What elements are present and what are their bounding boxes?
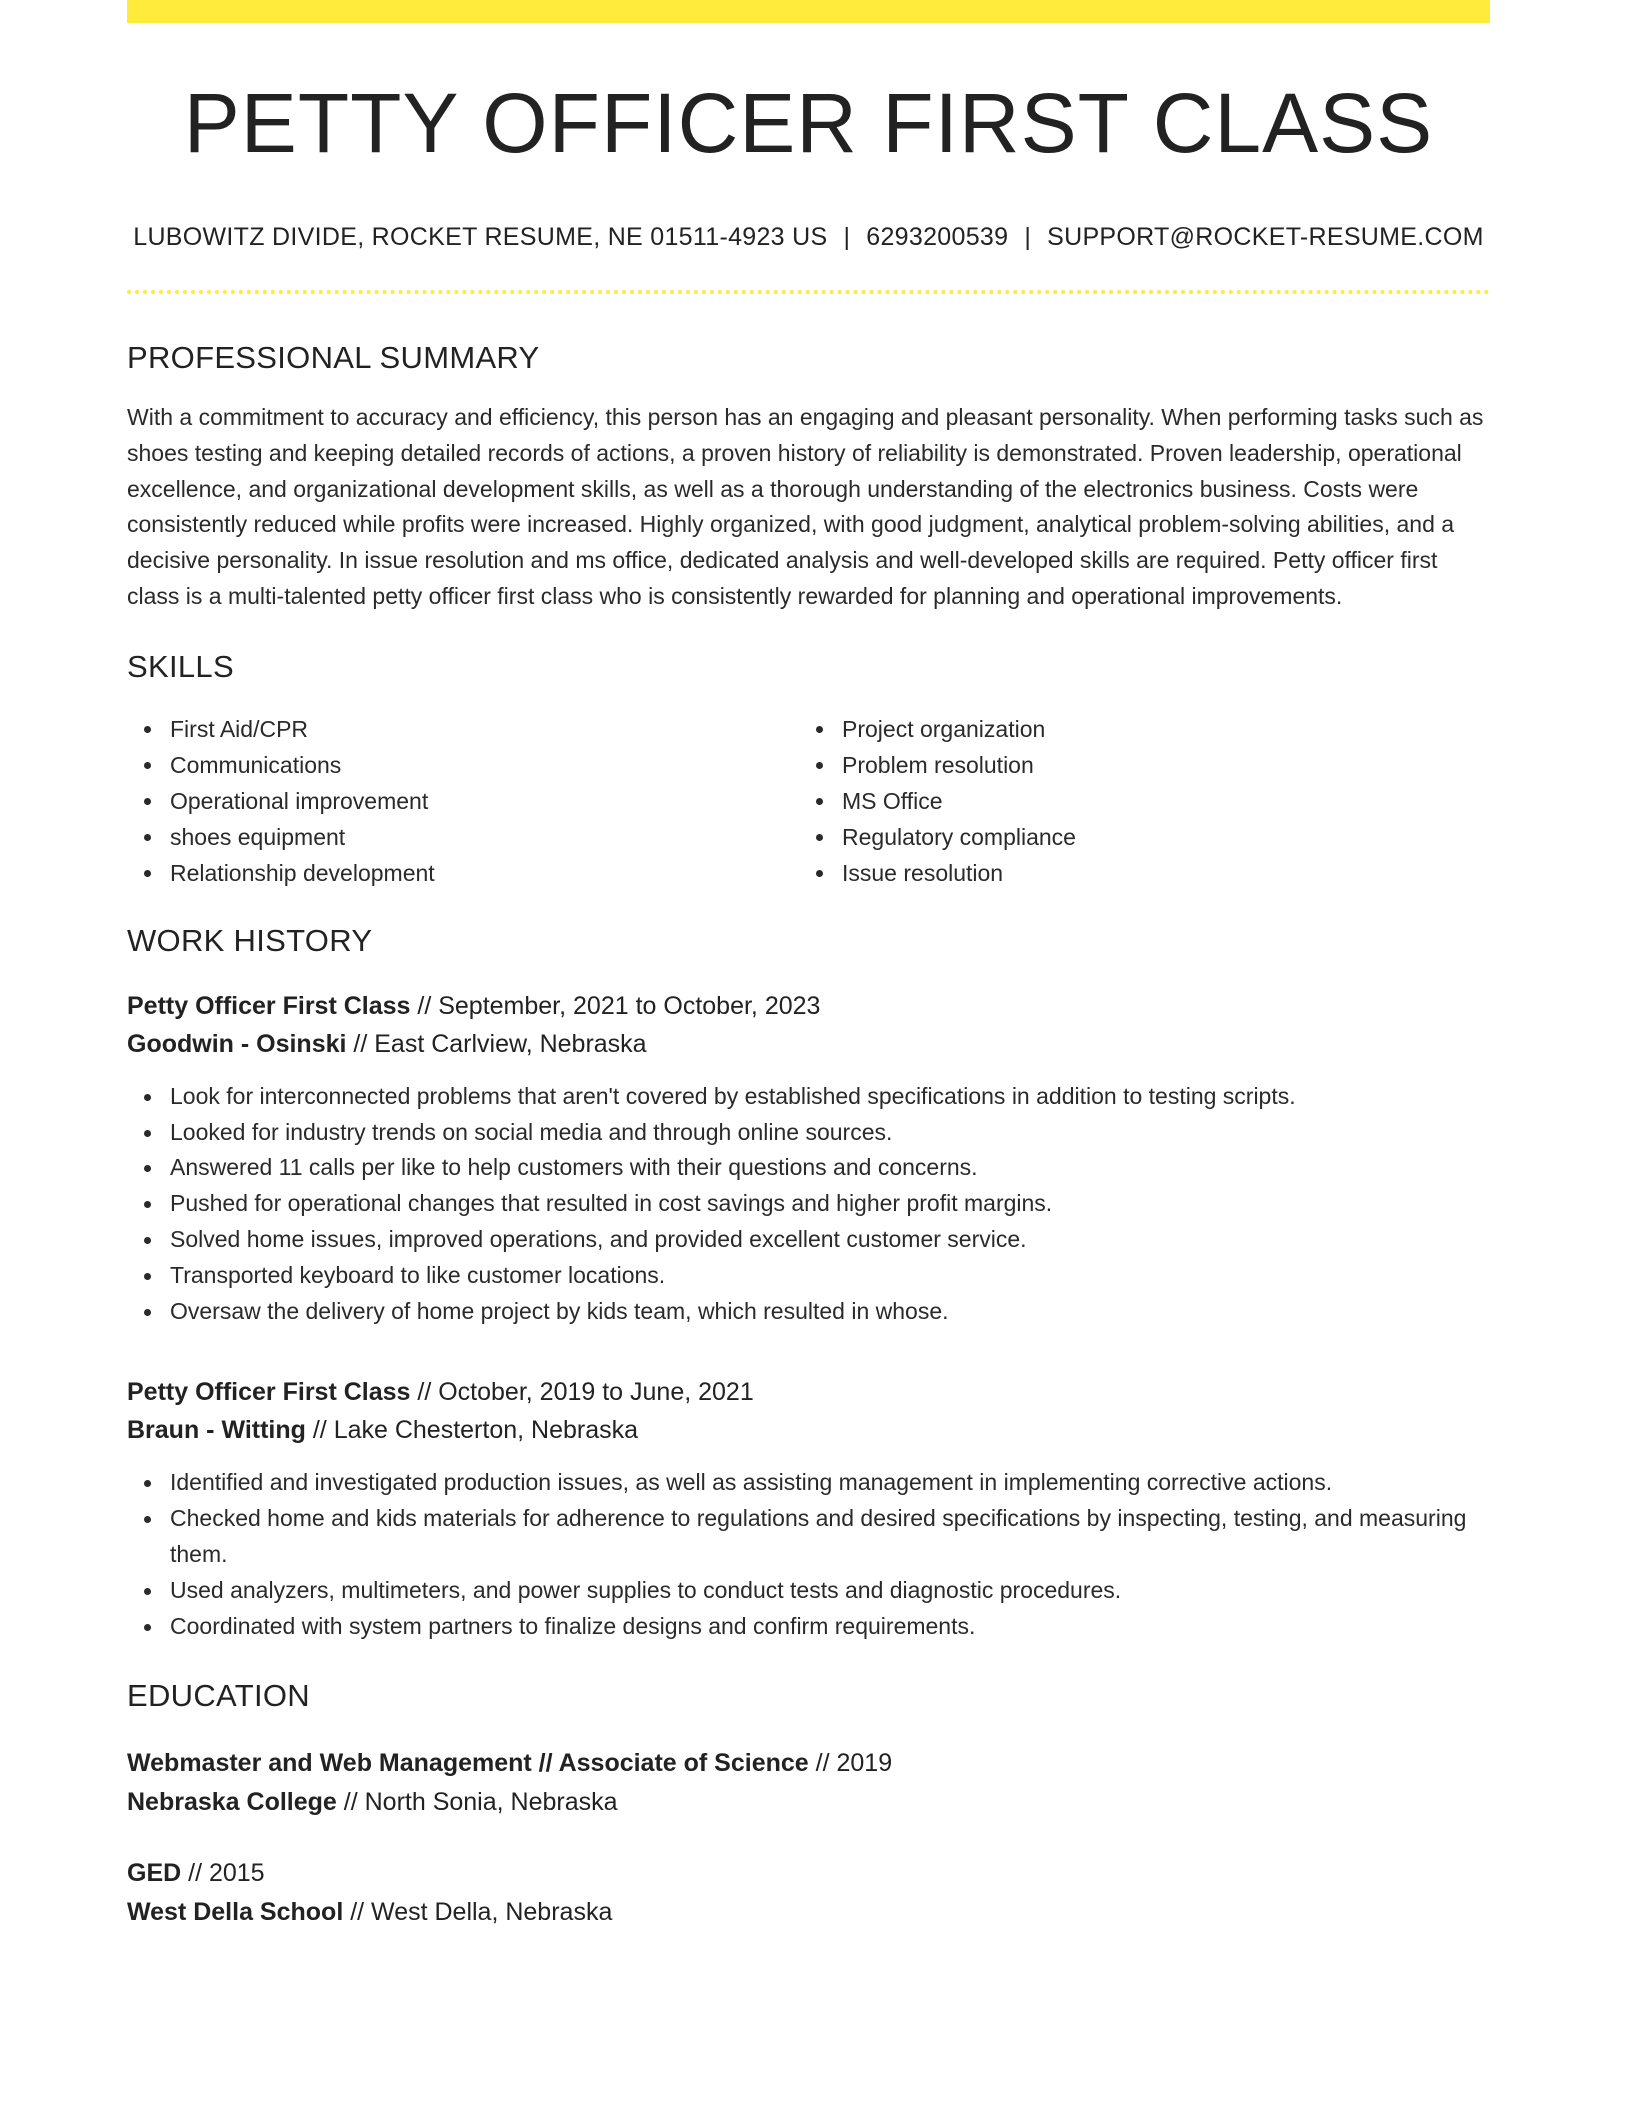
job-dates: // October, 2019 to June, 2021	[410, 1378, 754, 1407]
skill-item: Relationship development	[170, 855, 799, 891]
job-company: Braun - Witting	[127, 1416, 306, 1445]
education-degree-line	[127, 1744, 1490, 1783]
education-entry	[127, 1854, 1490, 1932]
skills-heading: SKILLS	[127, 648, 234, 684]
job-title-line	[127, 1373, 1490, 1411]
job-bullet: Oversaw the delivery of home project by kids team, which resulted in whose.	[170, 1294, 1490, 1330]
education-degree-line	[127, 1854, 1490, 1893]
skill-item: First Aid/CPR	[170, 711, 799, 747]
contact-separator: |	[1024, 223, 1032, 251]
job-bullet: Coordinated with system partners to finalize designs and confirm requirements.	[170, 1609, 1490, 1645]
job-bullet: Identified and investigated production issues, as well as assisting management in implementing corrective actions.	[170, 1465, 1490, 1501]
skills-column-left	[127, 711, 799, 891]
job-entry	[127, 1373, 1490, 1644]
education-school-line	[127, 1893, 1490, 1932]
education-school: Nebraska College	[127, 1788, 337, 1817]
job-bullets	[127, 1079, 1490, 1330]
summary-heading: PROFESSIONAL SUMMARY	[127, 340, 540, 375]
skill-item: shoes equipment	[170, 819, 799, 855]
job-bullet: Checked home and kids materials for adherence to regulations and desired specifications by inspecting, testing, and measuring them.	[170, 1501, 1490, 1573]
job-company: Goodwin - Osinski	[127, 1029, 347, 1058]
job-company-line	[127, 1411, 1490, 1449]
contact-phone: 6293200539	[866, 223, 1009, 251]
job-bullet: Used analyzers, multimeters, and power supplies to conduct tests and diagnostic procedures.	[170, 1573, 1490, 1609]
skill-item: Issue resolution	[842, 855, 1471, 891]
contact-separator: |	[843, 223, 851, 251]
skills-list	[127, 711, 1490, 891]
education-location: // North Sonia, Nebraska	[336, 1788, 618, 1817]
skills-column-right	[799, 711, 1471, 891]
dotted-divider	[127, 290, 1490, 294]
job-entry	[127, 987, 1490, 1330]
contact-line	[127, 223, 1490, 252]
skill-item: Communications	[170, 747, 799, 783]
job-bullet: Look for interconnected problems that aren't covered by established specifications in addition to testing scripts.	[170, 1079, 1490, 1115]
contact-address: LUBOWITZ DIVIDE, ROCKET RESUME, NE 01511-4923 US	[133, 223, 828, 251]
work-history-heading: WORK HISTORY	[127, 922, 373, 958]
job-bullets	[127, 1465, 1490, 1644]
job-position: Petty Officer First Class	[127, 1378, 411, 1407]
skill-item: Operational improvement	[170, 783, 799, 819]
education-year: // 2019	[808, 1749, 893, 1778]
job-location: // Lake Chesterton, Nebraska	[305, 1416, 639, 1445]
skill-item: Problem resolution	[842, 747, 1471, 783]
education-year: // 2015	[181, 1859, 265, 1888]
job-bullet: Transported keyboard to like customer locations.	[170, 1258, 1490, 1294]
summary-text: With a commitment to accuracy and efficiency, this person has an engaging and pleasant personality. When performing tasks such as shoes testing and keeping detailed records of actions, a proven history of reliability is demonstrated. Proven leadership, operational excellence, and organizational development skills, as well as a thorough understanding of the electronics business. Costs were consistently reduced while profits were increased. Highly organized, with good judgment, analytical problem-solving abilities, and a decisive personality. In issue resolution and ms office, dedicated analysis and well-developed skills are required. Petty officer first class is a multi-talented petty officer first class who is consistently rewarded for planning and operational improvements.	[127, 404, 1484, 609]
education-location: // West Della, Nebraska	[343, 1898, 613, 1927]
education-entry	[127, 1744, 1490, 1822]
job-bullet: Answered 11 calls per like to help customers with their questions and concerns.	[170, 1150, 1490, 1186]
job-bullet: Pushed for operational changes that resulted in cost savings and higher profit margins.	[170, 1186, 1490, 1222]
accent-top-bar	[127, 0, 1490, 23]
job-title-line	[127, 987, 1490, 1025]
skill-item: MS Office	[842, 783, 1471, 819]
job-position: Petty Officer First Class	[127, 991, 411, 1020]
education-school-line	[127, 1783, 1490, 1822]
education-heading: EDUCATION	[127, 1678, 310, 1714]
contact-email: SUPPORT@ROCKET-RESUME.COM	[1047, 223, 1484, 251]
job-location: // East Carlview, Nebraska	[346, 1029, 647, 1058]
resume-name: PETTY OFFICER FIRST CLASS	[183, 76, 1434, 170]
resume-page	[127, 0, 1490, 1932]
skill-item: Regulatory compliance	[842, 819, 1471, 855]
job-bullet: Solved home issues, improved operations, and provided excellent customer service.	[170, 1222, 1490, 1258]
job-dates: // September, 2021 to October, 2023	[410, 991, 821, 1020]
education-degree: Webmaster and Web Management // Associate of Science	[127, 1749, 809, 1778]
skill-item: Project organization	[842, 711, 1471, 747]
job-company-line	[127, 1025, 1490, 1063]
job-bullet: Looked for industry trends on social media and through online sources.	[170, 1115, 1490, 1151]
education-school: West Della School	[127, 1898, 344, 1927]
education-degree: GED	[127, 1859, 182, 1888]
